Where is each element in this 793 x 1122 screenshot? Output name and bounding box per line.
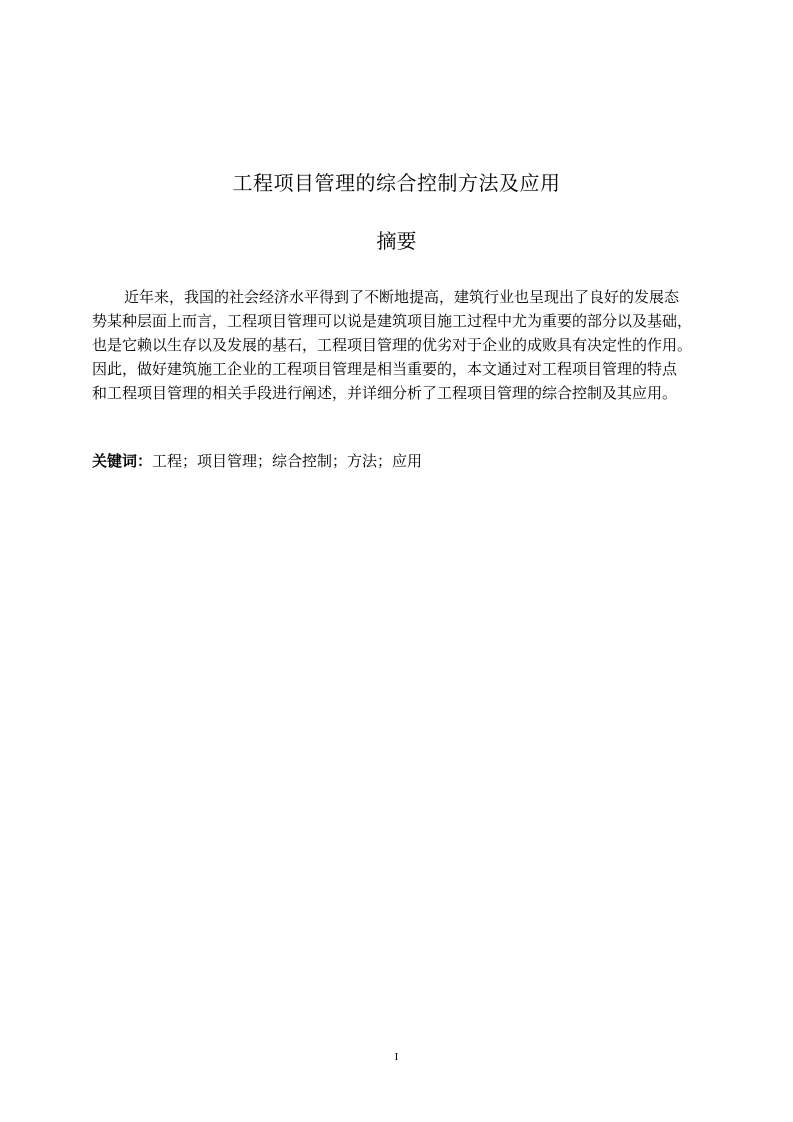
abstract-paragraph — [92, 285, 726, 405]
keywords-text: 工程；项目管理；综合控制；方法；应用 — [152, 452, 423, 470]
document-title: 工程项目管理的综合控制方法及应用 — [232, 171, 561, 195]
abstract-heading: 摘要 — [376, 229, 417, 253]
keywords-label: 关键词： — [92, 452, 153, 470]
page-number: I — [394, 1051, 399, 1063]
abstract-line: 也是它赖以生存以及发展的基石，工程项目管理的优劣对于企业的成败具有决定性的作用。 — [92, 336, 693, 354]
keywords — [92, 450, 726, 472]
abstract-line: 近年来，我国的社会经济水平得到了不断地提高，建筑行业也呈现出了良好的发展态 — [124, 288, 680, 306]
abstract-line: 因此，做好建筑施工企业的工程项目管理是相当重要的，本文通过对工程项目管理的特点 — [92, 360, 678, 378]
abstract-line: 和工程项目管理的相关手段进行阐述，并详细分析了工程项目管理的综合控制及其应用。 — [92, 384, 678, 402]
abstract-line: 势某种层面上而言，工程项目管理可以说是建筑项目施工过程中尤为重要的部分以及基础， — [92, 312, 693, 330]
